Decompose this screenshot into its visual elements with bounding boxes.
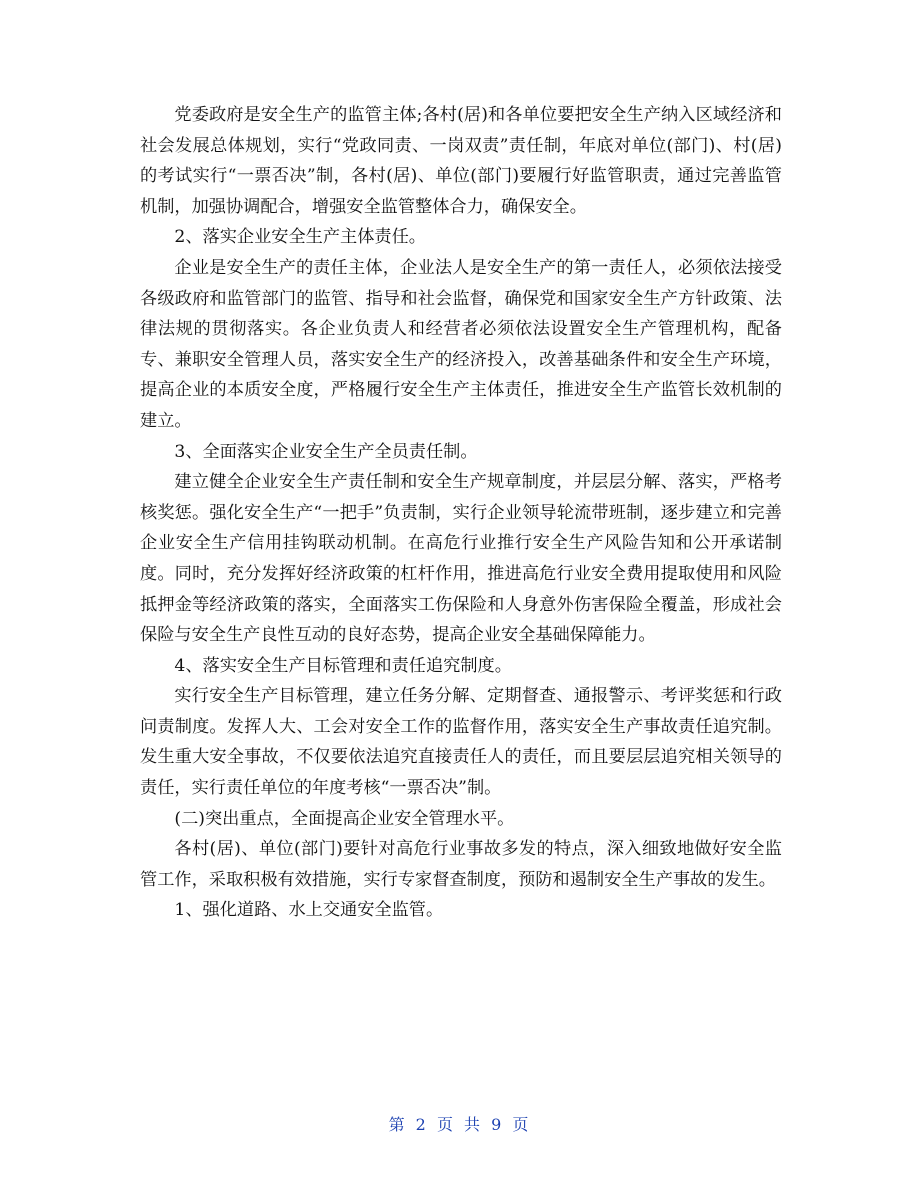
section-heading: 2、落实企业安全生产主体责任。 bbox=[174, 227, 426, 248]
page-footer bbox=[0, 1115, 920, 1135]
document-body bbox=[140, 100, 782, 926]
paragraph: 建立健全企业安全生产责任制和安全生产规章制度，并层层分解、落实，严格考核奖惩。强化安全生产“一把手”负责制，实行企业领导轮流带班制，逐步建立和完善企业安全生产信用挂钩联动机制。在高危行业推行安全生产风险告知和公开承诺制度。同时，充分发挥好经济政策的杠杆作用，推进高危行业安全费用提取使用和风险抵押金等经济政策的落实，全面落实工伤保险和人身意外伤害保险全覆盖，形成社会保险与安全生产良性互动的良好态势，提高企业安全基础保障能力。 bbox=[140, 472, 782, 646]
paragraph: 各村(居)、单位(部门)要针对高危行业事故多发的特点，深入细致地做好安全监管工作，采取积极有效措施，实行专家督查制度，预防和遏制安全生产事故的发生。 bbox=[140, 839, 782, 890]
section-heading: (二)突出重点，全面提高企业安全管理水平。 bbox=[174, 808, 515, 829]
section-heading: 1、强化道路、水上交通安全监管。 bbox=[174, 900, 444, 921]
paragraph: 实行安全生产目标管理，建立任务分解、定期督查、通报警示、考评奖惩和行政问责制度。发挥人大、工会对安全工作的监督作用，落实安全生产事故责任追究制。发生重大安全事故，不仅要依法追究直接责任人的责任，而且要层层追究相关领导的责任，实行责任单位的年度考核“一票否决”制。 bbox=[140, 686, 782, 799]
page-number: 第 2 页 共 9 页 bbox=[388, 1115, 532, 1134]
section-heading: 3、全面落实企业安全生产全员责任制。 bbox=[174, 441, 478, 462]
paragraph: 企业是安全生产的责任主体，企业法人是安全生产的第一责任人，必须依法接受各级政府和监管部门的监管、指导和社会监督，确保党和国家安全生产方针政策、法律法规的贯彻落实。各企业负责人和经营者必须依法设置安全生产管理机构，配备专、兼职安全管理人员，落实安全生产的经济投入，改善基础条件和安全生产环境，提高企业的本质安全度，严格履行安全生产主体责任，推进安全生产监管长效机制的建立。 bbox=[140, 257, 782, 431]
paragraph: 党委政府是安全生产的监管主体;各村(居)和各单位要把安全生产纳入区域经济和社会发展总体规划，实行“党政同责、一岗双责”责任制，年底对单位(部门)、村(居)的考试实行“一票否决”制，各村(居)、单位(部门)要履行好监管职责，通过完善监管机制，加强协调配合，增强安全监管整体合力，确保安全。 bbox=[140, 105, 782, 217]
section-heading: 4、落实安全生产目标管理和责任追究制度。 bbox=[174, 655, 512, 676]
